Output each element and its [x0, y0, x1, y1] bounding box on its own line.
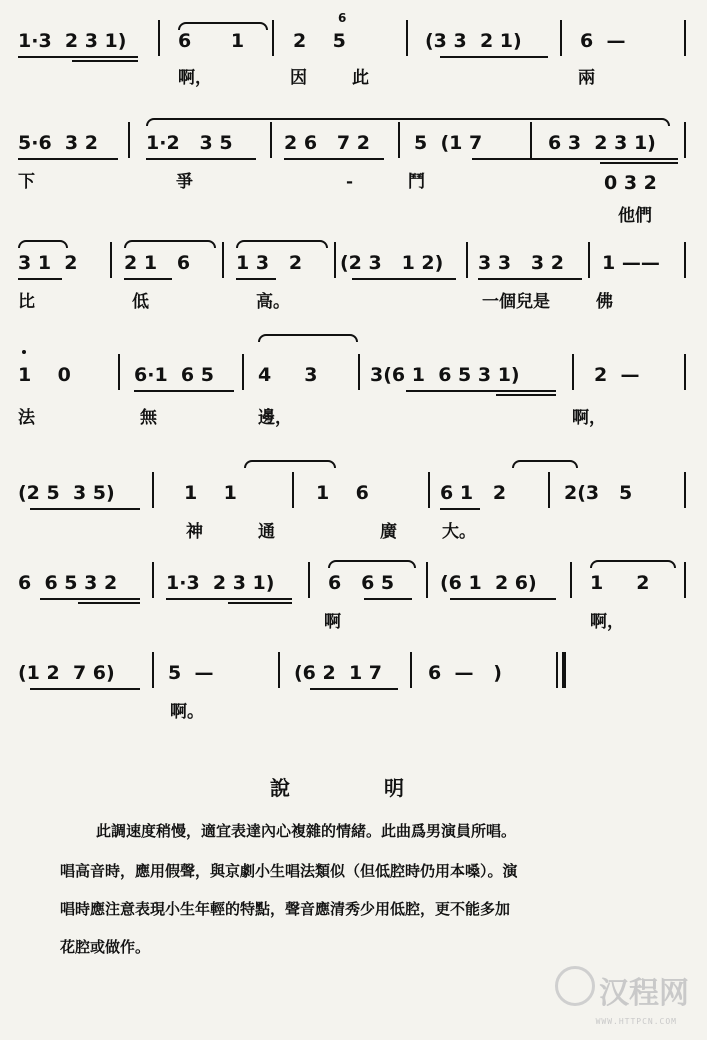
underline: [78, 602, 140, 604]
measure-1-3: 2 5: [293, 30, 346, 52]
measure-3-3: 1 3 2: [236, 252, 303, 274]
underline: [146, 158, 256, 160]
slur: [124, 240, 216, 248]
barline: [358, 354, 360, 390]
underline: [284, 158, 384, 160]
underline: [310, 688, 398, 690]
slur: [18, 240, 68, 248]
measure-2-1: 5·6 3 2: [18, 132, 98, 154]
aux-lyric: 他們: [618, 206, 652, 226]
barline: [398, 122, 400, 158]
measure-2-5: 6 3 2 3 1): [548, 132, 656, 154]
slur: [258, 334, 358, 342]
measure-5-2: 1 1: [184, 482, 237, 504]
measure-1-1: 1·3 2 3 1): [18, 30, 127, 52]
underline: [478, 278, 582, 280]
lyric: 一個兒是: [482, 292, 550, 312]
underline: [18, 158, 118, 160]
barline: [152, 652, 154, 688]
measure-6-5: 1 2: [590, 572, 650, 594]
measure-2-2: 1·2 3 5: [146, 132, 233, 154]
octave-dot: [22, 350, 26, 354]
lyric: 此: [352, 68, 369, 88]
watermark-icon: [555, 966, 595, 1006]
underline: [496, 394, 556, 396]
slur: [590, 560, 676, 568]
barline: [684, 20, 686, 56]
measure-6-1: 6 6 5 3 2: [18, 572, 118, 594]
measure-1-5: 6 —: [580, 30, 626, 52]
aux-numbers: 0 3 2: [604, 172, 657, 194]
measure-6-4: (6 1 2 6): [440, 572, 537, 594]
barline: [158, 20, 160, 56]
watermark-url: WWW.HTTPCN.COM: [595, 1017, 677, 1026]
barline: [548, 472, 550, 508]
barline: [152, 562, 154, 598]
lyric: 佛: [596, 292, 613, 312]
lyric: 無: [140, 408, 157, 428]
barline: [152, 472, 154, 508]
lyric: 邊，: [258, 408, 292, 428]
measure-7-3: (6 2 1 7: [294, 662, 383, 684]
barline: [410, 652, 412, 688]
barline: [684, 472, 686, 508]
lyric: 啊: [324, 612, 341, 632]
barline: [110, 242, 112, 278]
slur: [244, 460, 336, 468]
barline: [560, 20, 562, 56]
explanation-line: 唱高音時，應用假聲，與京劇小生唱法類似（但低腔時仍用本嗓）。演: [60, 862, 518, 880]
measure-3-4: (2 3 1 2): [340, 252, 444, 274]
lyric: 啊，: [178, 68, 212, 88]
measure-3-1: 3 1 2: [18, 252, 78, 274]
underline: [440, 56, 548, 58]
lyric: 啊。: [170, 702, 204, 722]
measure-4-2: 6·1 6 5: [134, 364, 214, 386]
measure-4-3: 4 3: [258, 364, 318, 386]
grace-note: 6: [338, 11, 347, 25]
barline: [684, 122, 686, 158]
lyric: 低: [132, 292, 149, 312]
underline: [30, 508, 140, 510]
barline: [428, 472, 430, 508]
lyric: 因: [290, 68, 307, 88]
measure-3-6: 1 ——: [602, 252, 660, 274]
lyric: 大。: [442, 522, 476, 542]
barline: [118, 354, 120, 390]
explanation-title: [270, 772, 404, 801]
lyric: 啊，: [590, 612, 624, 632]
lyric: 爭: [176, 172, 193, 192]
underline: [406, 390, 556, 392]
explanation-line: 唱時應注意表現小生年輕的特點，聲音應清秀少用低腔，更不能多加: [60, 900, 511, 918]
slur: [146, 118, 670, 126]
barline: [426, 562, 428, 598]
underline: [18, 278, 62, 280]
underline: [440, 508, 480, 510]
slur: [178, 22, 268, 30]
barline: [128, 122, 130, 158]
measure-4-5: 2 —: [594, 364, 640, 386]
underline: [18, 56, 138, 58]
barline: [272, 20, 274, 56]
underline: [472, 158, 678, 160]
slur: [328, 560, 416, 568]
title-char: 明: [383, 776, 404, 800]
barline: [684, 562, 686, 598]
lyric: 下: [18, 172, 35, 192]
measure-1-4: (3 3 2 1): [425, 30, 522, 52]
watermark-logo: 汉程网: [599, 968, 689, 1012]
underline: [40, 598, 140, 600]
measure-3-5: 3 3 3 2: [478, 252, 564, 274]
barline: [334, 242, 336, 278]
explanation-line: 此調速度稍慢，適宜表達內心複雜的情緒。此曲爲男演員所唱。: [96, 822, 517, 840]
barline: [572, 354, 574, 390]
underline: [352, 278, 456, 280]
underline: [364, 598, 412, 600]
barline: [242, 354, 244, 390]
measure-3-2: 2 1 6: [124, 252, 191, 274]
lyric: 鬥: [408, 172, 425, 192]
lyric: 比: [18, 292, 35, 312]
barline: [292, 472, 294, 508]
lyric: -: [346, 172, 354, 192]
lyric: 兩: [578, 68, 595, 88]
lyric: 廣: [380, 522, 397, 542]
barline: [530, 122, 532, 158]
measure-6-3: 6 6 5: [328, 572, 395, 594]
measure-4-1: 1 0: [18, 364, 71, 386]
measure-4-4: 3(6 1 6 5 3 1): [370, 364, 520, 386]
underline: [228, 602, 292, 604]
measure-5-4: 6 1 2: [440, 482, 507, 504]
measure-7-4: 6 — ): [428, 662, 502, 684]
explanation-line: 花腔或做作。: [60, 938, 151, 956]
slur: [512, 460, 578, 468]
underline: [30, 688, 140, 690]
underline: [600, 162, 678, 164]
barline: [570, 562, 572, 598]
barline: [406, 20, 408, 56]
final-barline: [562, 652, 566, 688]
underline: [134, 390, 234, 392]
measure-5-3: 1 6: [316, 482, 369, 504]
title-char: 說: [270, 776, 290, 800]
measure-6-2: 1·3 2 3 1): [166, 572, 275, 594]
underline: [236, 278, 276, 280]
lyric: 啊，: [572, 408, 606, 428]
lyric: 高。: [256, 292, 290, 312]
measure-5-5: 2(3 5: [564, 482, 633, 504]
lyric: 通: [258, 522, 275, 542]
measure-7-2: 5 —: [168, 662, 214, 684]
lyric: 法: [18, 408, 35, 428]
barline: [556, 652, 558, 688]
measure-5-1: (2 5 3 5): [18, 482, 115, 504]
underline: [72, 60, 138, 62]
barline: [684, 354, 686, 390]
measure-1-2: 6 1: [178, 30, 245, 52]
underline: [450, 598, 556, 600]
measure-2-4: 5 (1 7: [414, 132, 483, 154]
barline: [684, 242, 686, 278]
measure-7-1: (1 2 7 6): [18, 662, 115, 684]
barline: [588, 242, 590, 278]
underline: [124, 278, 172, 280]
measure-2-3: 2 6 7 2: [284, 132, 370, 154]
barline: [466, 242, 468, 278]
barline: [270, 122, 272, 158]
lyric: 神: [186, 522, 203, 542]
slur: [236, 240, 328, 248]
underline: [166, 598, 292, 600]
barline: [278, 652, 280, 688]
barline: [222, 242, 224, 278]
barline: [308, 562, 310, 598]
